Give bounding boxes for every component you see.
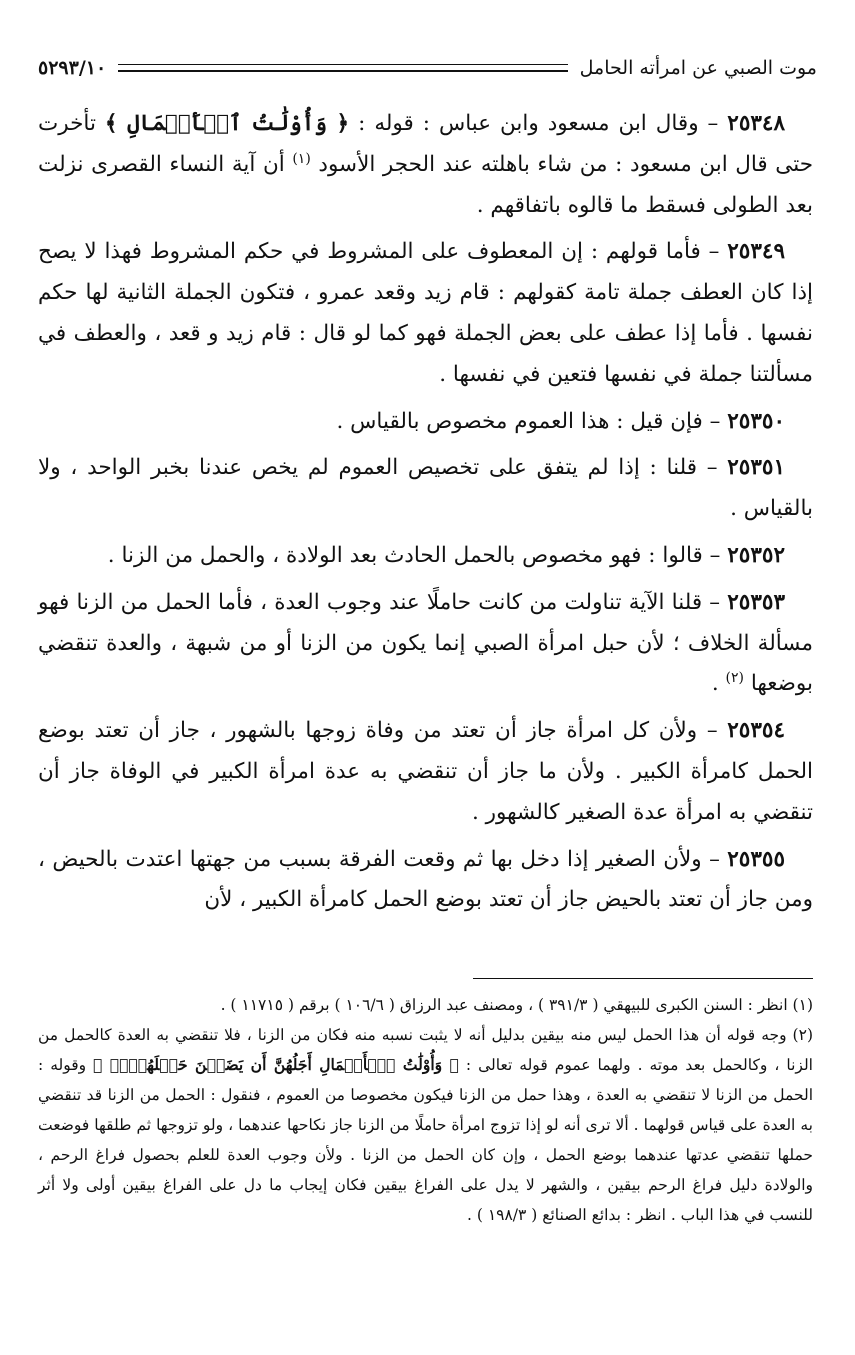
footnote-2 — [38, 1020, 813, 1230]
paragraph-text: – قلنا : إذا لم يتفق على تخصيص العموم لم يخص عندنا بخبر الواحد ، ولا بالقياس . — [38, 455, 813, 522]
header-rule — [118, 64, 567, 72]
footnote-text: وقوله : الحمل من الزنا لا تنقضي به العدة ، وهذا حمل من الزنا فيكون مخصوصا من العموم ، فنقول : الحمل من الزنا قد تنقضي به العدة على قياس قولهما . ألا ترى أنه لو إذا تزوج امرأة حاملًا من الزنا جاز نكاحها عندهما ، ولو تزوجها ثم طلقها فوضعت حملها تنقضي عدتها عندهما بوضع الحمل ، وإن كان الحمل من الزنا . ولأن وجوب العدة للعلم بحصول فراغ الرحم ، والولادة دليل فراغ الرحم بيقين ، والشهر لا يدل على الفراغ بيقين فكان إيجاب ما دل على الفراغ بيقين أولى ولا أثر للنسب في هذا الباب . انظر : بدائع الصنائع ( ١٩٨/٣ ) . — [38, 1056, 813, 1224]
paragraph-number: ٢٥٣٤٨ — [727, 111, 786, 136]
main-text — [38, 104, 813, 927]
paragraph-text: – فأما قولهم : إن المعطوف على المشروط في حكم المشروط فهذا لا يصح إذا كان العطف جملة تامة كقولهم : قام زيد وقعد عمرو ، فتكون الجملة الثانية لها حكم نفسها . فأما إذا عطف على بعض الجملة فهو كما لو قال : قام زيد و قعد ، والعطف في مسألتنا جملة في نفسها فتعين في نفسها . — [38, 239, 813, 387]
footnote-text: (١) انظر : السنن الكبرى للبيهقي ( ٣٩١/٣ ) ، ومصنف عبد الرزاق ( ١٠٦/٦ ) برقم ( ١١٧١٥ ) . — [220, 996, 813, 1014]
paragraph-text: أن آية النساء القصرى نزلت بعد الطولى فسقط ما قالوه باتفاقهم . — [38, 151, 813, 218]
paragraph-25354 — [38, 711, 813, 833]
paragraph-25353 — [38, 583, 813, 705]
paragraph-number: ٢٥٣٥٢ — [727, 542, 785, 568]
page-number: ٥٢٩٣/١٠ — [38, 57, 107, 79]
paragraph-text: – قلنا الآية تناولت من كانت حاملًا عند وجوب العدة ، فأما الحمل من الزنا فهو مسألة الخلاف ؛ لأن حبل امرأة الصبي إنما يكون من الزنا أو من شبهة ، والعدة تنقضي بوضعها — [38, 589, 813, 697]
footnote-text: (٢) وجه قوله أن هذا الحمل ليس منه بيقين بدليل أنه لا يثبت نسبه منه فكان من الزنا ، فلا تنقضي به العدة كالحمل من الزنا ، وكالحمل بعد موته . ولهما عموم قوله تعالى : — [38, 1026, 813, 1074]
paragraph-number: ٢٥٣٥٥ — [727, 846, 785, 872]
paragraph-text: – ولأن كل امرأة جاز أن تعتد من وفاة زوجها بالشهور ، جاز أن تعتد بوضع الحمل كامرأة الكبير . ولأن ما جاز أن تنقضي به عدة امرأة الكبير في الوفاة جاز أن تنقضي به امرأة عدة الصغير كالشهور . — [38, 718, 813, 825]
paragraph-25350 — [38, 402, 813, 443]
paragraph-text: . — [711, 671, 726, 697]
paragraph-25351 — [38, 448, 813, 530]
quran-quote: ﴿ وَأُوْلَٰتُ ٱلۡأَحۡمَالِ أَجَلُهُنَّ أَن يَضَعۡنَ حَمۡلَهُنَّۚ ﴾ — [93, 1055, 459, 1074]
quran-quote: ﴿ وَأُوْلَٰتُ ٱلۡأَحۡمَالِ ﴾ — [104, 111, 350, 136]
paragraph-number: ٢٥٣٥٤ — [727, 718, 785, 744]
running-title: موت الصبي عن امرأته الحامل — [579, 57, 817, 79]
footnote-1 — [38, 990, 813, 1020]
paragraph-number: ٢٥٣٤٩ — [727, 239, 785, 265]
footnote-marker: (٢) — [725, 670, 744, 687]
paragraph-text: – ولأن الصغير إذا دخل بها ثم وقعت الفرقة بسبب من جهتها اعتدت بالحيض ، ومن جاز أن تعتد بالحيض جاز أن تعتد بوضع الحمل كامرأة الكبير ، لأن — [38, 846, 813, 913]
paragraph-number: ٢٥٣٥١ — [727, 455, 785, 481]
paragraph-25349 — [38, 232, 813, 395]
paragraph-25348 — [38, 104, 813, 226]
paragraph-number: ٢٥٣٥٠ — [727, 408, 785, 434]
paragraph-text: – قالوا : فهو مخصوص بالحمل الحادث بعد الولادة ، والحمل من الزنا . — [107, 542, 728, 568]
paragraph-text: تأخرت حتى قال ابن مسعود : من شاء باهلته عند الحجر الأسود — [38, 111, 813, 177]
paragraph-25355 — [38, 840, 813, 922]
paragraph-text: – وقال ابن مسعود وابن عباس : قوله : — [349, 111, 728, 136]
footnote-separator — [473, 978, 813, 979]
paragraph-25352 — [38, 536, 813, 577]
footnotes — [38, 990, 813, 1230]
page-header — [38, 50, 817, 86]
paragraph-text: – فإن قيل : هذا العموم مخصوص بالقياس . — [336, 408, 728, 434]
paragraph-number: ٢٥٣٥٣ — [727, 589, 785, 615]
footnote-marker: (١) — [292, 150, 311, 167]
